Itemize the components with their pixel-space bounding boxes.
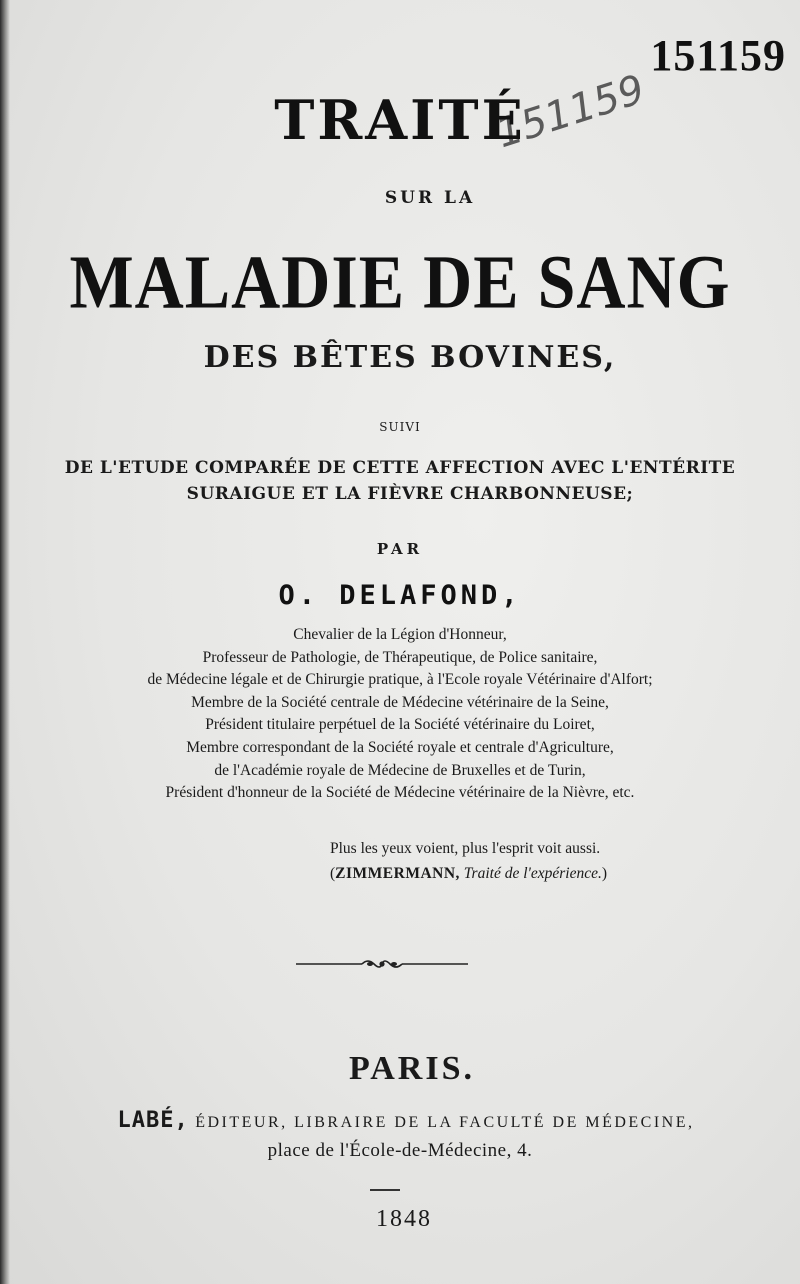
author-title-line: Président titulaire perpétuel de la Société vétérinaire du Loiret,: [205, 716, 595, 734]
imprint-city: PARIS.: [349, 1050, 475, 1087]
publisher-description: ÉDITEUR, LIBRAIRE DE LA FACULTÉ DE MÉDECINE,: [195, 1114, 695, 1131]
epigraph-author: ZIMMERMANN,: [335, 865, 460, 882]
epigraph: [330, 836, 607, 886]
epigraph-quote: Plus les yeux voient, plus l'esprit voit aussi.: [330, 840, 601, 857]
title-traite: TRAITÉ: [274, 88, 526, 152]
epigraph-work: Traité de l'expérience.: [463, 865, 602, 882]
handwritten-shelfmark: 151159: [490, 66, 651, 158]
author-title-line: Membre correspondant de la Société royale et centrale d'Agriculture,: [186, 738, 614, 756]
author-title-line: Membre de la Société centrale de Médecine vétérinaire de la Seine,: [191, 693, 609, 711]
title-suivi: SUIVI: [379, 420, 421, 434]
title-etude-line2: SURAIGUE ET LA FIÈVRE CHARBONNEUSE;: [186, 484, 634, 504]
ornament-divider: [296, 956, 468, 972]
library-shelfmark: 151159: [650, 31, 786, 80]
imprint-address: place de l'École-de-Médecine, 4.: [267, 1140, 533, 1161]
author-titles: [0, 624, 800, 805]
author-title-line: de Médecine légale et de Chirurgie pratique, à l'Ecole royale Vétérinaire d'Alfort;: [147, 671, 653, 689]
author-title-line: Chevalier de la Légion d'Honneur,: [293, 626, 507, 643]
author-title-line: Professeur de Pathologie, de Thérapeutique, de Police sanitaire,: [202, 648, 598, 666]
epigraph-close-paren: ): [601, 865, 608, 882]
short-rule: [370, 1189, 400, 1191]
title-subtitle: DES BÊTES BOVINES,: [203, 340, 617, 375]
publisher-name: LABÉ,: [117, 1108, 189, 1133]
title-etude-line1: DE L'ETUDE COMPARÉE DE CETTE AFFECTION AVEC L'ENTÉRITE: [64, 458, 736, 478]
author-par: PAR: [376, 540, 424, 558]
epigraph-attribution: [330, 861, 607, 886]
author-title-line: de l'Académie royale de Médecine de Bruxelles et de Turin,: [214, 761, 586, 779]
epigraph-open-paren: (: [330, 865, 336, 882]
title-main: MALADIE DE SANG: [69, 239, 731, 325]
title-sur-la: SUR LA: [384, 188, 476, 208]
author-name: O. DELAFOND,: [278, 580, 522, 611]
imprint-year: 1848: [376, 1206, 432, 1232]
imprint-publisher: [0, 1108, 800, 1133]
author-title-line: Président d'honneur de la Société de Médecine vétérinaire de la Nièvre, etc.: [165, 784, 635, 802]
